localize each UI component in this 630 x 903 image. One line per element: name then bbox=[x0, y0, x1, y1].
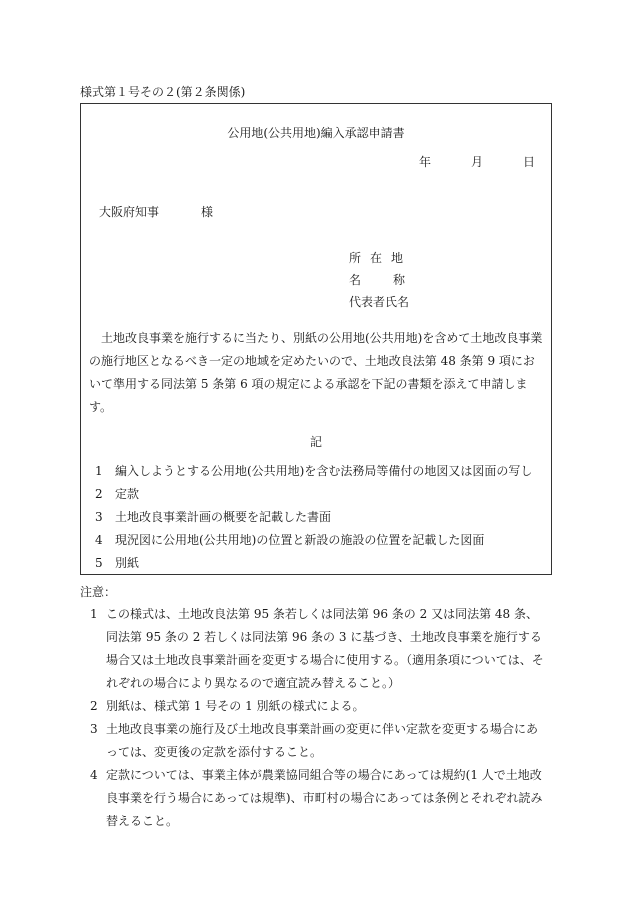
list-item-number: 1 bbox=[95, 464, 103, 478]
list-item-text: 定款 bbox=[115, 487, 140, 501]
document-title: 公用地(公共用地)編入承認申請書 bbox=[227, 126, 405, 140]
list-item-text: 別紙 bbox=[115, 556, 140, 570]
attachment-list bbox=[95, 460, 532, 575]
addressee-honorific: 様 bbox=[201, 205, 214, 219]
form-number: 様式第１号その２(第２条関係) bbox=[80, 85, 246, 99]
note-item bbox=[90, 764, 546, 833]
list-item-text: 土地改良事業計画の概要を記載した書面 bbox=[115, 510, 332, 524]
list-item bbox=[95, 460, 532, 483]
date-month: 月 bbox=[470, 155, 483, 169]
note-number: 4 bbox=[90, 768, 98, 782]
list-item-number: 2 bbox=[95, 487, 103, 501]
list-item-number: 4 bbox=[95, 533, 103, 547]
date-year: 年 bbox=[418, 155, 431, 169]
date-line bbox=[419, 153, 535, 170]
note-number: 1 bbox=[90, 607, 98, 621]
list-item-text: 現況図に公用地(公共用地)の位置と新設の施設の位置を記載した図面 bbox=[115, 533, 485, 547]
date-day: 日 bbox=[522, 155, 535, 169]
note-item bbox=[90, 718, 546, 764]
ki-heading: 記 bbox=[309, 435, 322, 449]
list-item-number: 3 bbox=[95, 510, 103, 524]
applicant-name-label bbox=[349, 271, 405, 288]
note-item bbox=[90, 695, 546, 718]
applicant-representative-label: 代表者氏名 bbox=[349, 295, 410, 309]
notes-heading: 注意： bbox=[80, 585, 117, 599]
application-body: 土地改良事業を施行するに当たり、別紙の公用地(公共用地)を含めて土地改良事業の施行地区となるべき一定の地域を定めたいので、土地改良法第 48 条第 9 項において準用する同法第 5 条第 6 項の規定による承認を下記の書類を添えて申請します。 bbox=[89, 331, 543, 414]
list-item bbox=[95, 552, 532, 575]
note-number: 2 bbox=[90, 699, 98, 713]
list-item-number: 5 bbox=[95, 556, 103, 570]
note-text: 別紙は、様式第 1 号その 1 別紙の様式による。 bbox=[106, 699, 365, 713]
list-item bbox=[95, 483, 532, 506]
note-item bbox=[90, 603, 546, 695]
list-item bbox=[95, 529, 532, 552]
addressee-name: 大阪府知事 bbox=[99, 205, 160, 219]
note-text: この様式は、土地改良法第 95 条若しくは同法第 96 条の 2 又は同法第 48 条、同法第 95 条の 2 若しくは同法第 96 条の 3 に基づき、土地改良事業を施行する場合又は土地改良事業計画を変更する場合に使用する。（適用条項については、それぞれの場合により異なるので適宜読み替えること。） bbox=[106, 607, 544, 690]
applicant-name-label-part2: 称 bbox=[393, 273, 406, 287]
application-frame bbox=[80, 103, 552, 575]
note-text: 定款については、事業主体が農業協同組合等の場合にあっては規約(1 人で土地改良事業を行う場合にあっては規準)、市町村の場合にあっては条例とそれぞれ読み替えること。 bbox=[106, 768, 543, 828]
addressee bbox=[99, 203, 213, 220]
applicant-name-label-part1: 名 bbox=[349, 273, 362, 287]
list-item-text: 編入しようとする公用地(公共用地)を含む法務局等備付の地図又は図面の写し bbox=[115, 464, 533, 478]
note-number: 3 bbox=[90, 722, 98, 736]
notes-list bbox=[90, 603, 546, 833]
list-item bbox=[95, 506, 532, 529]
note-text: 土地改良事業の施行及び土地改良事業計画の変更に伴い定款を変更する場合にあっては、変更後の定款を添付すること。 bbox=[106, 722, 539, 759]
applicant-address-label: 所在地 bbox=[349, 251, 413, 265]
